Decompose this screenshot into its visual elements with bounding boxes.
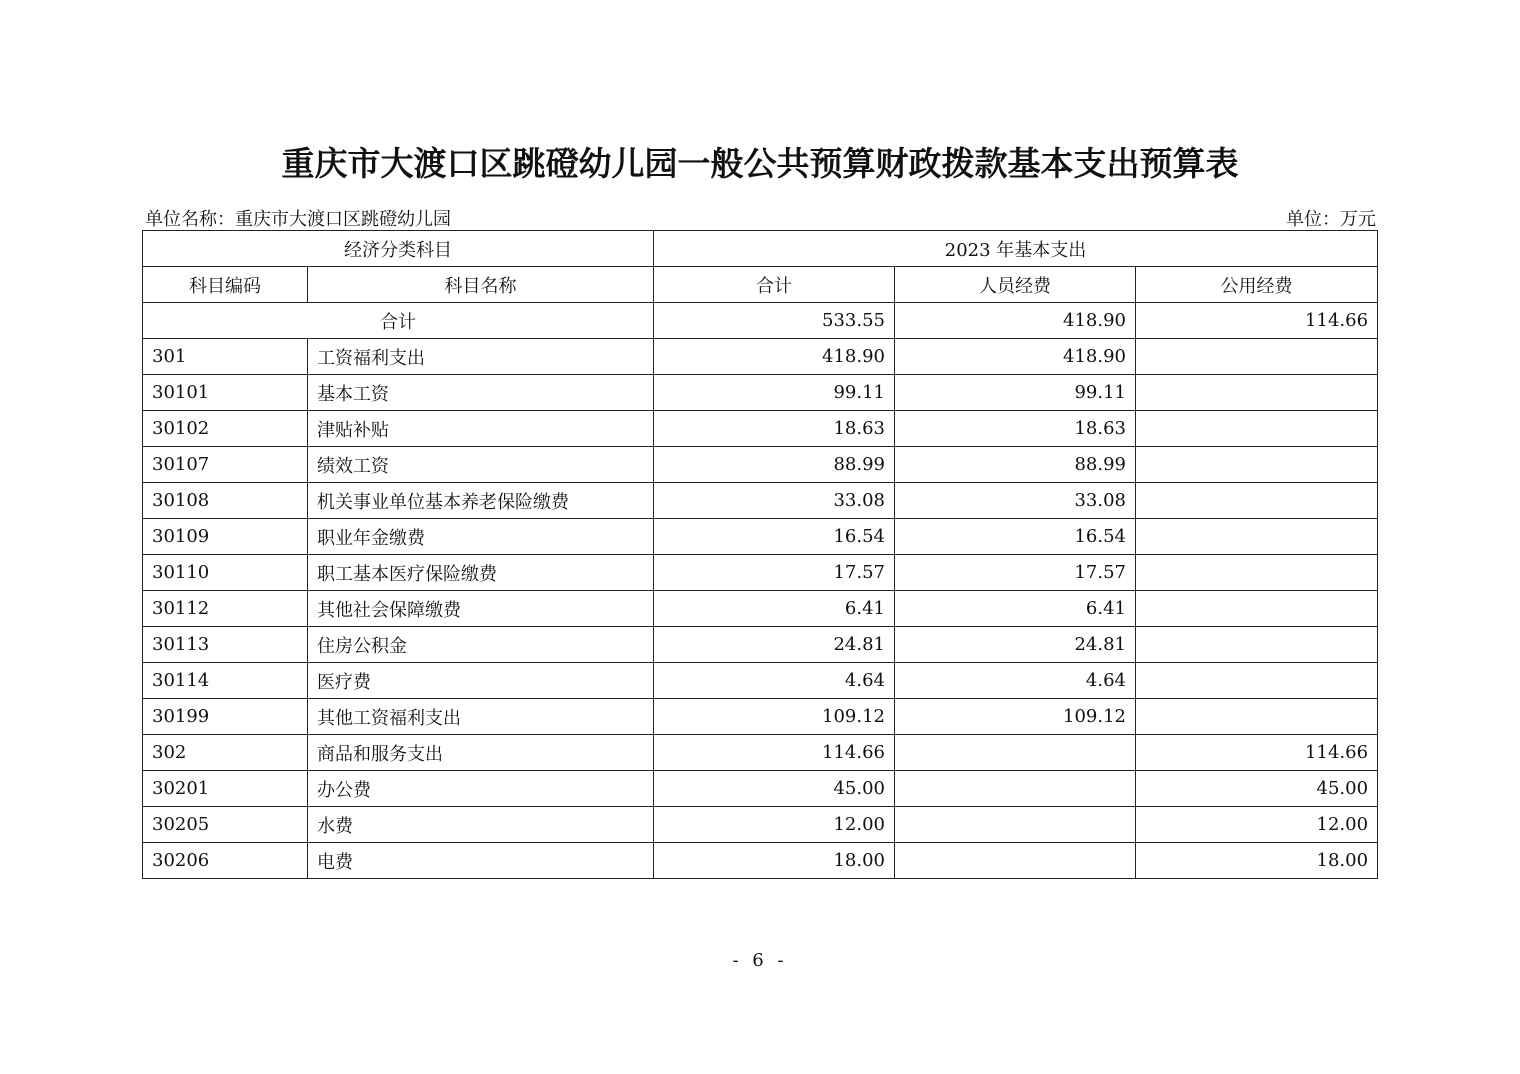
- row-public-expense: [1136, 411, 1378, 447]
- row-subject-code: 30101: [143, 375, 308, 411]
- table-row: [143, 519, 1378, 555]
- row-subject-name: 电费: [308, 843, 654, 879]
- header-personnel-expense: 人员经费: [895, 267, 1136, 303]
- table-row: [143, 375, 1378, 411]
- row-subject-code: 30206: [143, 843, 308, 879]
- row-total: 16.54: [654, 519, 895, 555]
- row-personnel-expense: [895, 807, 1136, 843]
- row-personnel-expense: 18.63: [895, 411, 1136, 447]
- budget-table-body: [143, 231, 1378, 879]
- row-subject-code: 30109: [143, 519, 308, 555]
- table-row: [143, 339, 1378, 375]
- table-row: [143, 771, 1378, 807]
- row-subject-name: 办公费: [308, 771, 654, 807]
- row-personnel-expense: 4.64: [895, 663, 1136, 699]
- row-personnel-expense: [895, 735, 1136, 771]
- header-basic-expenditure-2023: 2023 年基本支出: [654, 231, 1378, 267]
- row-total: 114.66: [654, 735, 895, 771]
- row-subject-name: 津贴补贴: [308, 411, 654, 447]
- row-subject-name: 职业年金缴费: [308, 519, 654, 555]
- row-public-expense: [1136, 483, 1378, 519]
- unit-name-label: 单位名称：重庆市大渡口区跳磴幼儿园: [145, 209, 451, 230]
- table-row: [143, 411, 1378, 447]
- row-personnel-expense: 33.08: [895, 483, 1136, 519]
- row-subject-code: 30114: [143, 663, 308, 699]
- row-total: 24.81: [654, 627, 895, 663]
- row-total: 33.08: [654, 483, 895, 519]
- row-subject-code: 30205: [143, 807, 308, 843]
- row-total: 18.00: [654, 843, 895, 879]
- header-economic-classification: 经济分类科目: [143, 231, 654, 267]
- table-row: [143, 663, 1378, 699]
- row-subject-name: 住房公积金: [308, 627, 654, 663]
- total-row-public: 114.66: [1136, 303, 1378, 339]
- row-personnel-expense: 17.57: [895, 555, 1136, 591]
- table-row: [143, 591, 1378, 627]
- table-row: [143, 483, 1378, 519]
- row-subject-code: 30107: [143, 447, 308, 483]
- page-title: 重庆市大渡口区跳磴幼儿园一般公共预算财政拨款基本支出预算表: [281, 144, 1239, 183]
- row-subject-name: 医疗费: [308, 663, 654, 699]
- table-row: [143, 807, 1378, 843]
- row-subject-code: 30199: [143, 699, 308, 735]
- row-subject-code: 30102: [143, 411, 308, 447]
- total-row-label: 合计: [143, 303, 654, 339]
- row-personnel-expense: 16.54: [895, 519, 1136, 555]
- row-personnel-expense: 88.99: [895, 447, 1136, 483]
- row-public-expense: 114.66: [1136, 735, 1378, 771]
- row-subject-code: 30108: [143, 483, 308, 519]
- row-public-expense: [1136, 555, 1378, 591]
- table-row: [143, 699, 1378, 735]
- row-total: 6.41: [654, 591, 895, 627]
- row-personnel-expense: [895, 843, 1136, 879]
- row-public-expense: [1136, 447, 1378, 483]
- total-row-personnel: 418.90: [895, 303, 1136, 339]
- row-personnel-expense: 24.81: [895, 627, 1136, 663]
- table-row: [143, 735, 1378, 771]
- row-public-expense: [1136, 519, 1378, 555]
- row-subject-code: 30110: [143, 555, 308, 591]
- table-row: [143, 447, 1378, 483]
- row-total: 109.12: [654, 699, 895, 735]
- table-row: [143, 555, 1378, 591]
- row-public-expense: 12.00: [1136, 807, 1378, 843]
- row-subject-code: 301: [143, 339, 308, 375]
- row-subject-code: 30201: [143, 771, 308, 807]
- row-total: 88.99: [654, 447, 895, 483]
- row-public-expense: 18.00: [1136, 843, 1378, 879]
- row-total: 45.00: [654, 771, 895, 807]
- total-row-total: 533.55: [654, 303, 895, 339]
- total-row: [143, 303, 1378, 339]
- row-subject-code: 302: [143, 735, 308, 771]
- row-subject-name: 商品和服务支出: [308, 735, 654, 771]
- budget-table: [142, 230, 1378, 879]
- table-row: [143, 843, 1378, 879]
- header-total: 合计: [654, 267, 895, 303]
- row-personnel-expense: [895, 771, 1136, 807]
- row-subject-name: 其他工资福利支出: [308, 699, 654, 735]
- header-row-columns: [143, 267, 1378, 303]
- row-subject-code: 30112: [143, 591, 308, 627]
- row-public-expense: [1136, 375, 1378, 411]
- row-subject-name: 绩效工资: [308, 447, 654, 483]
- row-subject-name: 水费: [308, 807, 654, 843]
- row-personnel-expense: 109.12: [895, 699, 1136, 735]
- row-total: 99.11: [654, 375, 895, 411]
- row-total: 418.90: [654, 339, 895, 375]
- row-total: 4.64: [654, 663, 895, 699]
- row-public-expense: [1136, 699, 1378, 735]
- row-personnel-expense: 99.11: [895, 375, 1136, 411]
- row-total: 12.00: [654, 807, 895, 843]
- row-subject-name: 基本工资: [308, 375, 654, 411]
- row-subject-name: 职工基本医疗保险缴费: [308, 555, 654, 591]
- header-subject-name: 科目名称: [308, 267, 654, 303]
- row-public-expense: [1136, 663, 1378, 699]
- row-public-expense: 45.00: [1136, 771, 1378, 807]
- header-public-expense: 公用经费: [1136, 267, 1378, 303]
- row-total: 18.63: [654, 411, 895, 447]
- row-personnel-expense: 6.41: [895, 591, 1136, 627]
- header-row-group: [143, 231, 1378, 267]
- row-subject-name: 工资福利支出: [308, 339, 654, 375]
- row-public-expense: [1136, 591, 1378, 627]
- row-public-expense: [1136, 339, 1378, 375]
- page-number: - 6 -: [732, 950, 788, 971]
- unit-label: 单位：万元: [1286, 209, 1376, 230]
- row-subject-name: 机关事业单位基本养老保险缴费: [308, 483, 654, 519]
- row-subject-name: 其他社会保障缴费: [308, 591, 654, 627]
- row-subject-code: 30113: [143, 627, 308, 663]
- row-personnel-expense: 418.90: [895, 339, 1136, 375]
- header-subject-code: 科目编码: [143, 267, 308, 303]
- row-total: 17.57: [654, 555, 895, 591]
- row-public-expense: [1136, 627, 1378, 663]
- table-row: [143, 627, 1378, 663]
